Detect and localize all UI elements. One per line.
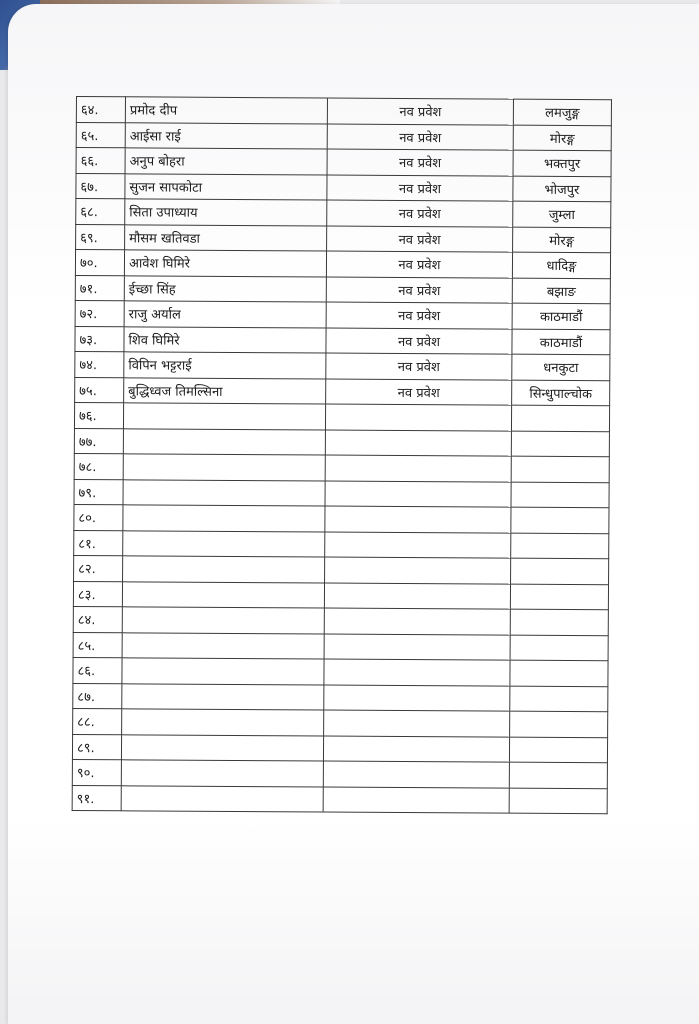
- serial-number-cell: ७९.: [74, 479, 123, 505]
- table-row: [73, 581, 608, 610]
- district-cell: धादिङ्ग: [512, 252, 610, 278]
- table-row: [76, 122, 611, 151]
- district-cell: [510, 609, 608, 635]
- status-cell: [324, 685, 510, 712]
- name-cell: सुजन सापकोटा: [125, 173, 327, 200]
- name-cell: प्रमोद दीप: [125, 97, 327, 124]
- district-cell: [511, 482, 609, 508]
- status-cell: नव प्रवेश: [327, 226, 513, 253]
- status-cell: [325, 430, 511, 457]
- serial-number-cell: ८४.: [73, 606, 122, 632]
- serial-number-cell: ८३.: [73, 581, 122, 607]
- status-cell: [323, 761, 509, 788]
- table-row: [76, 173, 611, 202]
- serial-number-cell: ७०.: [75, 250, 124, 276]
- table-row: [74, 555, 609, 584]
- district-cell: भोजपुर: [513, 176, 611, 202]
- status-cell: नव प्रवेश: [327, 149, 513, 176]
- table-row: [75, 351, 610, 380]
- status-cell: [324, 659, 510, 686]
- name-cell: अनुप बोहरा: [125, 148, 327, 175]
- status-cell: नव प्रवेश: [326, 302, 512, 329]
- table-row: [72, 734, 607, 763]
- table-row: [75, 275, 610, 304]
- status-cell: नव प्रवेश: [327, 175, 513, 202]
- status-cell: [324, 608, 510, 635]
- name-cell: बुद्धिध्वज तिमल्सिना: [124, 377, 326, 404]
- table-row: [76, 199, 611, 228]
- serial-number-cell: ६८.: [76, 199, 125, 225]
- district-cell: [510, 686, 608, 712]
- serial-number-cell: ८१.: [74, 530, 123, 556]
- table-row: [73, 657, 608, 686]
- status-cell: [325, 481, 511, 508]
- table-row: [74, 504, 609, 533]
- name-cell: [123, 556, 325, 583]
- table-row: [74, 428, 609, 457]
- district-cell: [511, 456, 609, 482]
- serial-number-cell: ७४.: [75, 351, 124, 377]
- status-cell: नव प्रवेश: [327, 98, 513, 125]
- serial-number-cell: ९०.: [72, 759, 121, 785]
- serial-number-cell: ७८.: [74, 453, 123, 479]
- name-cell: [122, 658, 324, 685]
- serial-number-cell: ६९.: [76, 224, 125, 250]
- district-cell: [511, 405, 609, 431]
- status-cell: नव प्रवेश: [327, 200, 513, 227]
- status-cell: [323, 736, 509, 763]
- name-cell: [121, 785, 323, 812]
- table-row: [73, 683, 608, 712]
- serial-number-cell: ८२.: [74, 555, 123, 581]
- name-cell: [123, 428, 325, 455]
- name-cell: राजु अर्याल: [124, 301, 326, 328]
- name-cell: [122, 607, 324, 634]
- table-row: [74, 530, 609, 559]
- name-cell: आईसा राई: [125, 122, 327, 149]
- serial-number-cell: ६४.: [76, 97, 125, 123]
- status-cell: [324, 634, 510, 661]
- status-cell: [325, 455, 511, 482]
- status-cell: [323, 787, 509, 814]
- name-cell: [123, 530, 325, 557]
- table-row: [72, 785, 607, 814]
- district-cell: बझाङ: [512, 278, 610, 304]
- name-cell: आवेश घिमिरे: [124, 250, 326, 277]
- serial-number-cell: ७६.: [74, 402, 123, 428]
- table-row: [72, 759, 607, 788]
- name-cell: शिव घिमिरे: [124, 326, 326, 353]
- district-cell: [511, 558, 609, 584]
- status-cell: [324, 710, 510, 737]
- district-cell: जुम्ला: [513, 201, 611, 227]
- district-cell: मोरङ्ग: [513, 125, 611, 151]
- table-row: [75, 300, 610, 329]
- serial-number-cell: ७२.: [75, 300, 124, 326]
- district-cell: भक्तपुर: [513, 150, 611, 176]
- status-cell: नव प्रवेश: [326, 379, 512, 406]
- table-row: [75, 326, 610, 355]
- district-cell: [510, 635, 608, 661]
- name-cell: [122, 632, 324, 659]
- table-row: [76, 148, 611, 177]
- name-cell: मौसम खतिवडा: [125, 224, 327, 251]
- district-cell: काठमाडौं: [512, 329, 610, 355]
- district-cell: मोरङ्ग: [513, 227, 611, 253]
- serial-number-cell: ८५.: [73, 632, 122, 658]
- serial-number-cell: ७३.: [75, 326, 124, 352]
- status-cell: [324, 583, 510, 610]
- table-row: [74, 479, 609, 508]
- serial-number-cell: ८७.: [73, 683, 122, 709]
- name-cell: सिता उपाध्याय: [125, 199, 327, 226]
- table-row: [76, 224, 611, 253]
- table-row: [75, 250, 610, 279]
- serial-number-cell: ८८.: [73, 708, 122, 734]
- name-cell: [123, 505, 325, 532]
- district-cell: लमजुङ्ग: [513, 99, 611, 125]
- status-cell: नव प्रवेश: [326, 277, 512, 304]
- serial-number-cell: ८९.: [72, 734, 121, 760]
- status-cell: [325, 506, 511, 533]
- status-cell: [325, 532, 511, 559]
- serial-number-cell: ६५.: [76, 122, 125, 148]
- district-cell: धनकुटा: [512, 354, 610, 380]
- status-cell: नव प्रवेश: [326, 353, 512, 380]
- name-cell: [122, 581, 324, 608]
- status-cell: नव प्रवेश: [327, 124, 513, 151]
- serial-number-cell: ७१.: [75, 275, 124, 301]
- name-cell: [121, 734, 323, 761]
- serial-number-cell: ९१.: [72, 785, 121, 811]
- table-row: [73, 708, 608, 737]
- register-table: [72, 96, 612, 814]
- status-cell: [325, 557, 511, 584]
- table-row: [73, 632, 608, 661]
- serial-number-cell: ८६.: [73, 657, 122, 683]
- name-cell: [123, 479, 325, 506]
- serial-number-cell: ६६.: [76, 148, 125, 174]
- name-cell: [123, 454, 325, 481]
- district-cell: [511, 533, 609, 559]
- name-cell: ईच्छा सिंह: [124, 275, 326, 302]
- table-row: [75, 377, 610, 406]
- name-cell: [121, 760, 323, 787]
- serial-number-cell: ६७.: [76, 173, 125, 199]
- status-cell: [325, 404, 511, 431]
- table-row: [76, 97, 611, 126]
- name-cell: [122, 709, 324, 736]
- district-cell: [510, 711, 608, 737]
- name-cell: विपिन भट्टराई: [124, 352, 326, 379]
- status-cell: नव प्रवेश: [326, 251, 512, 278]
- district-cell: [511, 431, 609, 457]
- table-row: [74, 453, 609, 482]
- table-row: [73, 606, 608, 635]
- register-table-body: [72, 97, 611, 814]
- status-cell: नव प्रवेश: [326, 328, 512, 355]
- serial-number-cell: ८०.: [74, 504, 123, 530]
- serial-number-cell: ७५.: [75, 377, 124, 403]
- serial-number-cell: ७७.: [74, 428, 123, 454]
- district-cell: [509, 737, 607, 763]
- district-cell: काठमाडौं: [512, 303, 610, 329]
- district-cell: [509, 762, 607, 788]
- name-cell: [123, 403, 325, 430]
- district-cell: [510, 660, 608, 686]
- district-cell: [510, 584, 608, 610]
- district-cell: [509, 788, 607, 814]
- district-cell: [511, 507, 609, 533]
- table-row: [74, 402, 609, 431]
- name-cell: [122, 683, 324, 710]
- district-cell: सिन्धुपाल्चोक: [512, 380, 610, 406]
